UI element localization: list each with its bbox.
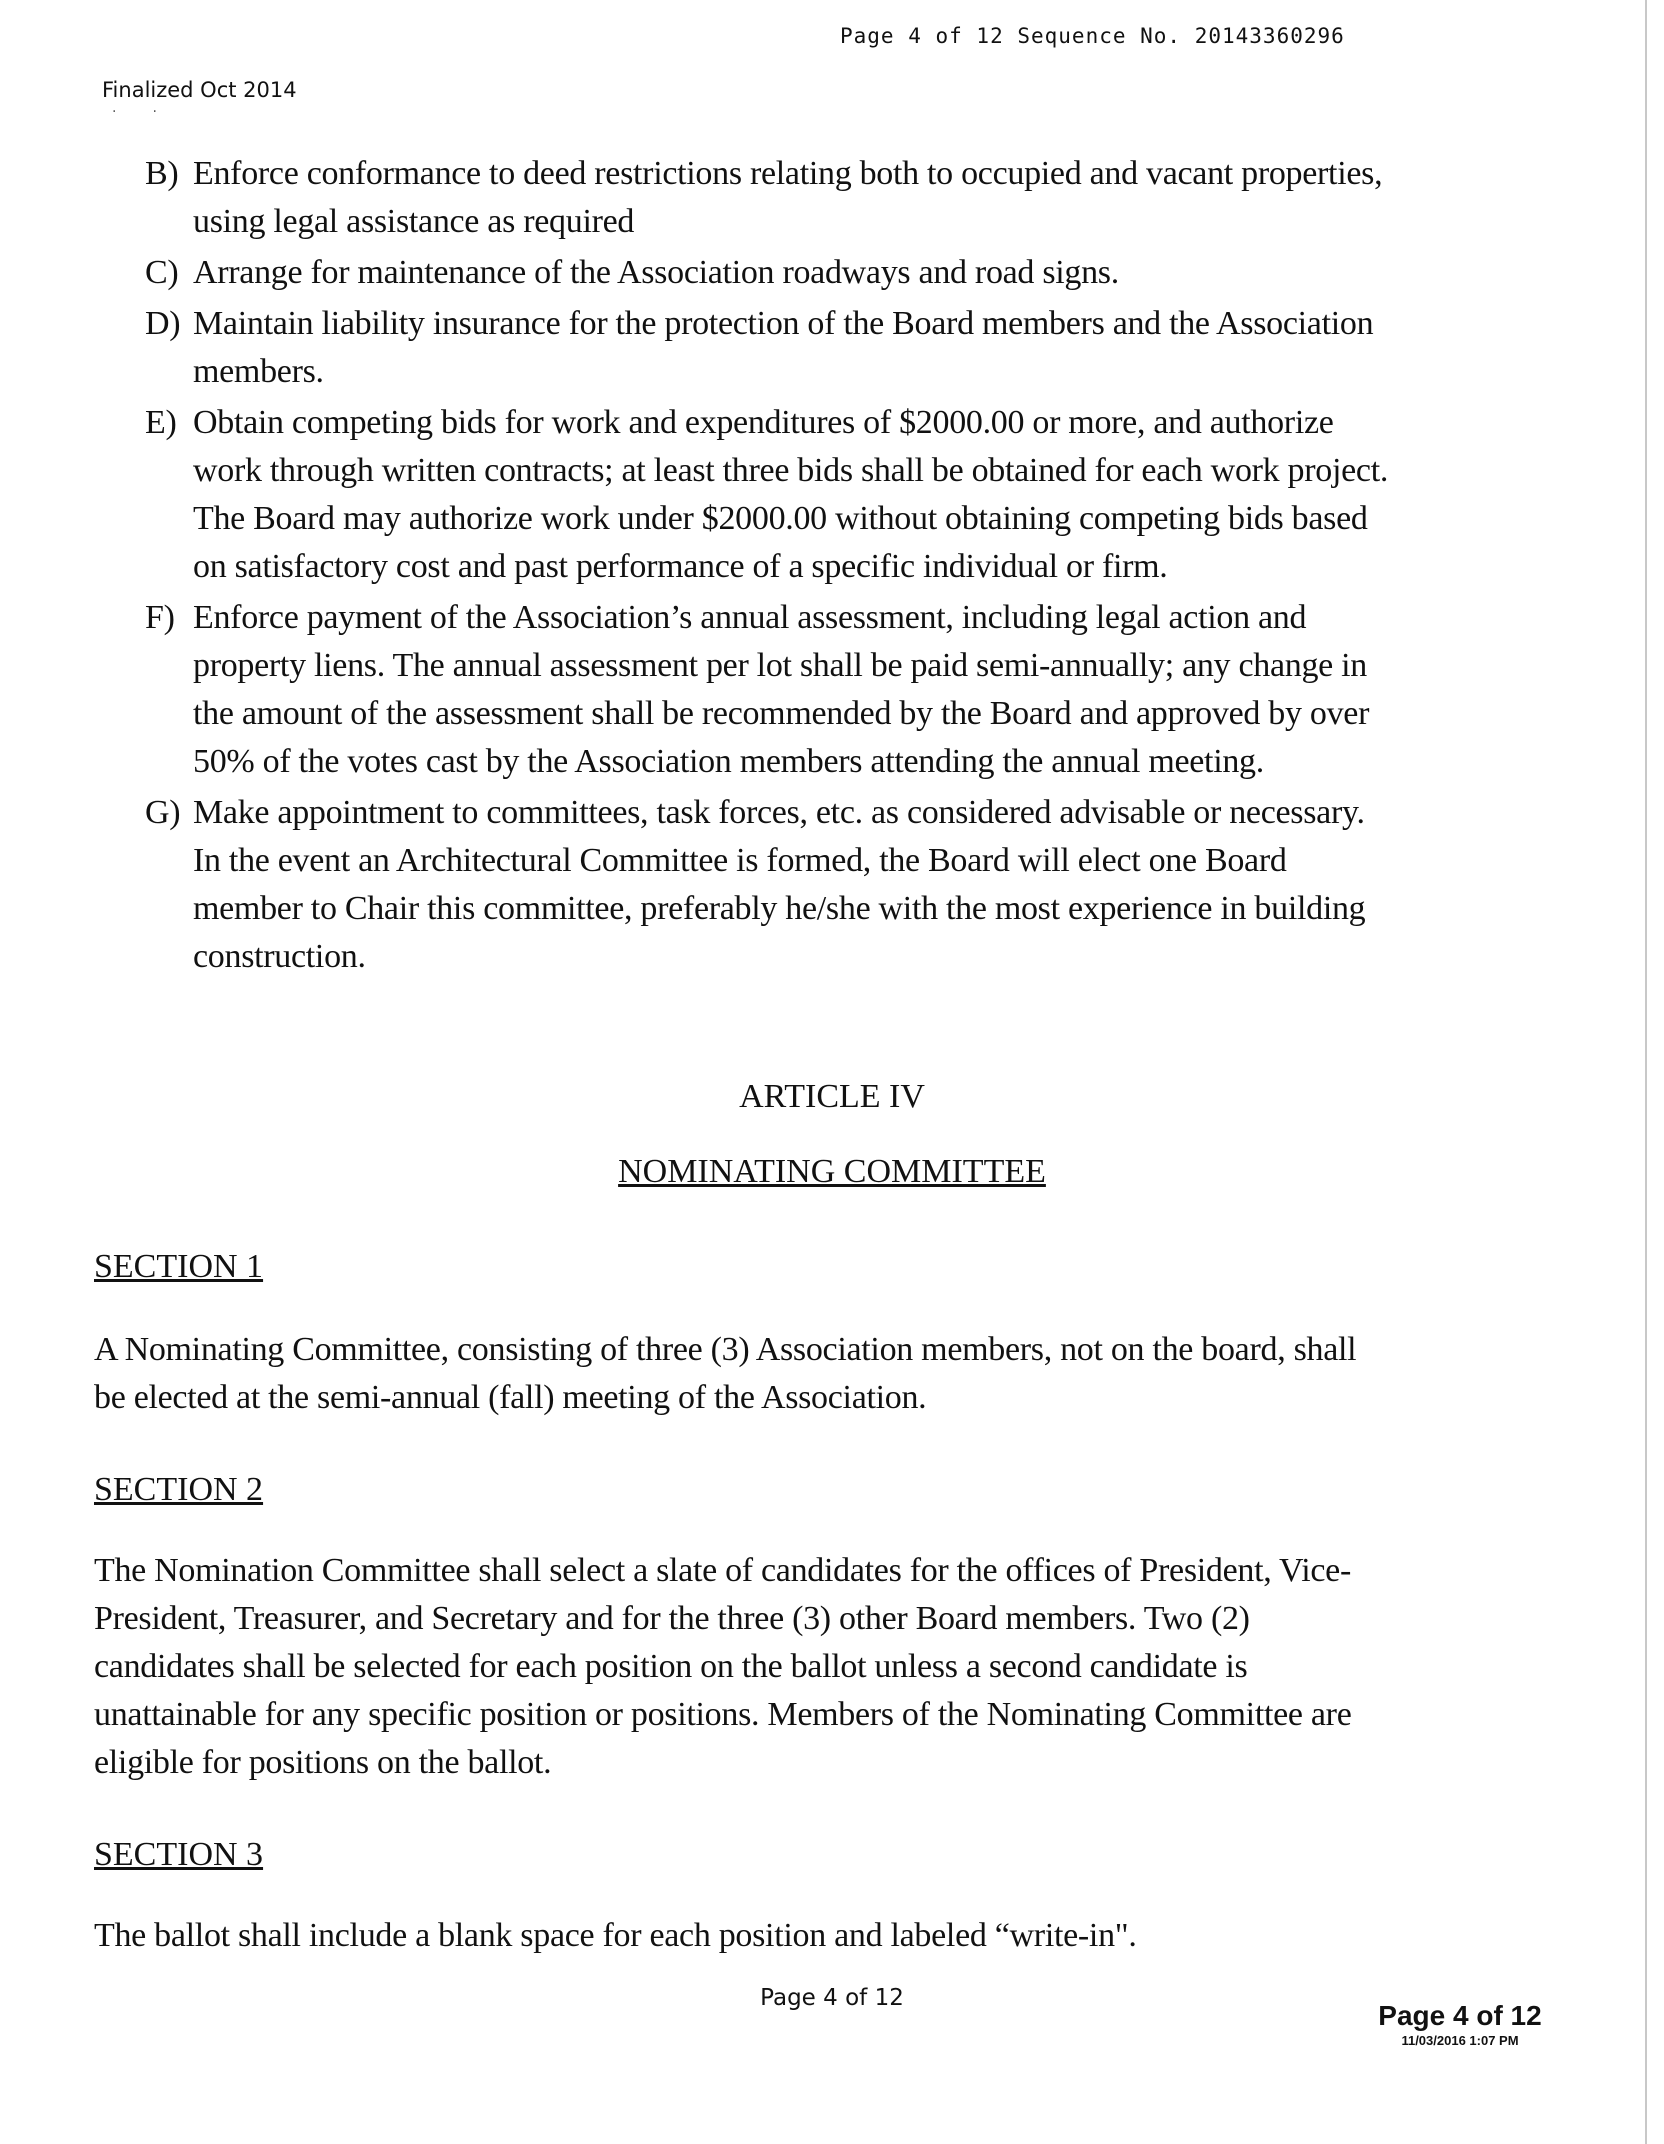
- paragraph-line: The ballot shall include a blank space for each position and labeled “write-in".: [94, 1917, 1137, 1954]
- list-item: [145, 399, 1505, 591]
- page-edge-line: [1645, 0, 1647, 2144]
- page-number-center: Page 4 of 12: [760, 1985, 904, 2011]
- list-item: [145, 789, 1505, 981]
- section-3-text: [94, 1912, 1514, 1960]
- list-item: [145, 150, 1505, 246]
- page-stamp-number: Page 4 of 12: [1378, 2000, 1542, 2031]
- list-item-line: on satisfactory cost and past performance of a specific individual or firm.: [193, 548, 1168, 585]
- list-item-line: 50% of the votes cast by the Association members attending the annual meeting.: [193, 743, 1264, 780]
- list-item-line: property liens. The annual assessment per lot shall be paid semi-annually; any change in: [193, 647, 1367, 684]
- duties-list: [145, 150, 1505, 984]
- section-2-text: [94, 1547, 1514, 1787]
- paragraph-line: unattainable for any specific position or positions. Members of the Nominating Committee are: [94, 1696, 1352, 1733]
- list-item: [145, 300, 1505, 396]
- paragraph-line: eligible for positions on the ballot.: [94, 1744, 552, 1781]
- paragraph-line: candidates shall be selected for each position on the ballot unless a second candidate is: [94, 1648, 1248, 1685]
- paragraph-line: The Nomination Committee shall select a slate of candidates for the offices of President, Vice-: [94, 1552, 1351, 1589]
- list-item-line: member to Chair this committee, preferably he/she with the most experience in building: [193, 890, 1366, 927]
- page-stamp: [1370, 2000, 1550, 2048]
- list-item: [145, 594, 1505, 786]
- list-item-line: Maintain liability insurance for the protection of the Board members and the Association: [193, 305, 1374, 342]
- list-item-label: B): [145, 155, 179, 192]
- paragraph-line: be elected at the semi-annual (fall) meeting of the Association.: [94, 1379, 927, 1416]
- list-item-line: using legal assistance as required: [193, 203, 635, 240]
- paragraph-line: A Nominating Committee, consisting of three (3) Association members, not on the board, shall: [94, 1331, 1357, 1368]
- list-item-label: D): [145, 305, 181, 342]
- finalized-label: Finalized Oct 2014: [102, 78, 297, 102]
- list-item-line: Obtain competing bids for work and expenditures of $2000.00 or more, and authorize: [193, 404, 1334, 441]
- section-2-heading: SECTION 2: [94, 1471, 264, 1508]
- article-title: [0, 1153, 1664, 1191]
- sequence-header: Page 4 of 12 Sequence No. 20143360296: [840, 24, 1345, 48]
- list-item-line: Make appointment to committees, task forces, etc. as considered advisable or necessary.: [193, 794, 1365, 831]
- list-item-line: work through written contracts; at least three bids shall be obtained for each work project.: [193, 452, 1389, 489]
- article-number: ARTICLE IV: [739, 1078, 925, 1115]
- list-item-line: members.: [193, 353, 324, 390]
- section-1-heading: SECTION 1: [94, 1248, 264, 1285]
- list-item-label: C): [145, 254, 179, 291]
- list-item-line: In the event an Architectural Committee is formed, the Board will elect one Board: [193, 842, 1287, 879]
- list-item-line: the amount of the assessment shall be recommended by the Board and approved by over: [193, 695, 1370, 732]
- article-title-text: NOMINATING COMMITTEE: [618, 1153, 1046, 1190]
- list-item-line: Enforce payment of the Association’s annual assessment, including legal action and: [193, 599, 1307, 636]
- scan-dots: ··: [112, 104, 193, 120]
- list-item: [145, 249, 1505, 297]
- paragraph-line: President, Treasurer, and Secretary and for the three (3) other Board members. Two (2): [94, 1600, 1250, 1637]
- section-3-heading: SECTION 3: [94, 1836, 264, 1873]
- list-item-line: construction.: [193, 938, 366, 975]
- page-stamp-timestamp: 11/03/2016 1:07 PM: [1401, 2033, 1519, 2048]
- list-item-line: Arrange for maintenance of the Association roadways and road signs.: [193, 254, 1119, 291]
- list-item-label: E): [145, 404, 177, 441]
- list-item-line: Enforce conformance to deed restrictions relating both to occupied and vacant properties,: [193, 155, 1383, 192]
- list-item-label: G): [145, 794, 181, 831]
- list-item-label: F): [145, 599, 175, 636]
- section-1-text: [94, 1326, 1514, 1422]
- list-item-line: The Board may authorize work under $2000.00 without obtaining competing bids based: [193, 500, 1368, 537]
